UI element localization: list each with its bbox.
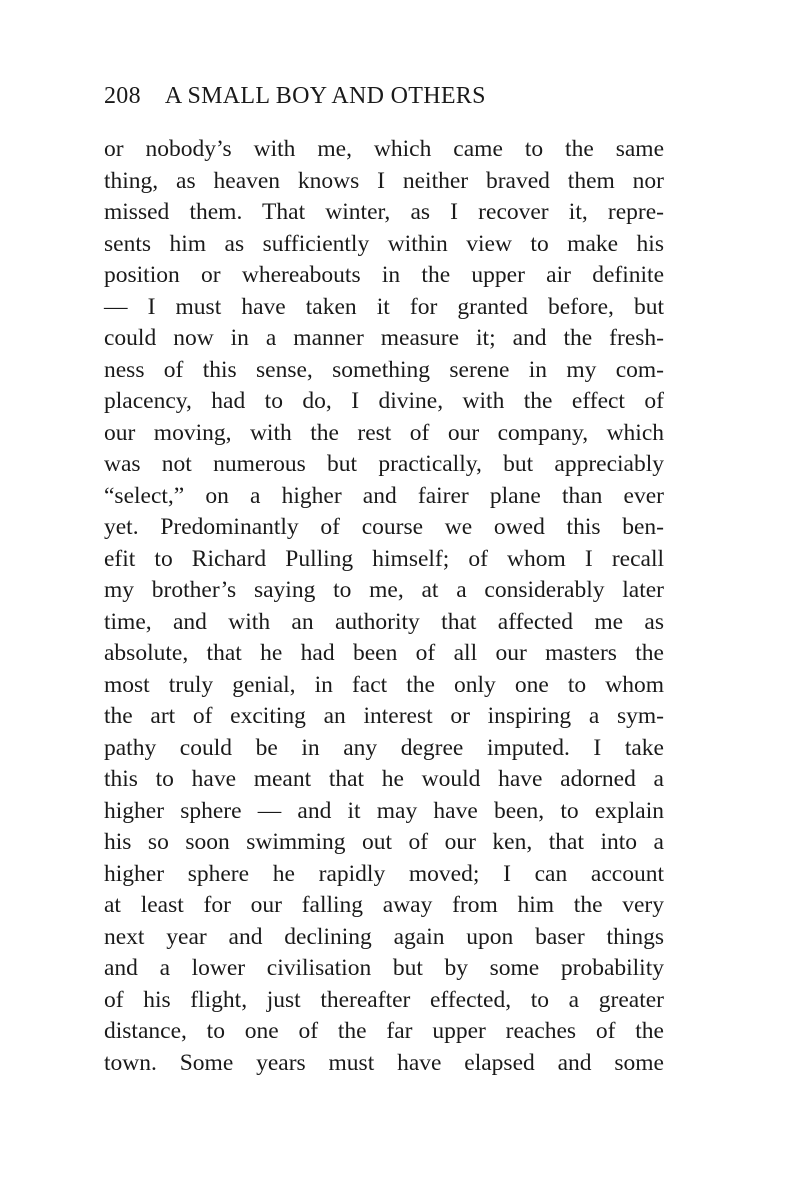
running-title: A SMALL BOY AND OTHERS xyxy=(164,83,486,109)
text-line: town. Some years must have elapsed and some xyxy=(104,1049,664,1076)
text-line: or nobody’s with me, which came to the same xyxy=(104,136,664,162)
text-line: pathy could be in any degree imputed. I take xyxy=(104,734,664,761)
text-line: time, and with an authority that affected me as xyxy=(104,608,664,635)
text-line: our moving, with the rest of our company, which xyxy=(104,419,664,446)
text-line: efit to Richard Pulling himself; of whom I recall xyxy=(104,545,664,572)
text-line: distance, to one of the far upper reaches of the xyxy=(104,1018,664,1044)
text-line: next year and declining again upon baser things xyxy=(104,923,664,950)
text-line: higher sphere he rapidly moved; I can account xyxy=(104,860,664,887)
text-line: thing, as heaven knows I neither braved them nor xyxy=(104,167,664,194)
text-line: could now in a manner measure it; and the fresh- xyxy=(104,325,664,351)
text-line: “select,” on a higher and fairer plane than ever xyxy=(104,482,664,509)
text-line: sents him as sufficiently within view to make his xyxy=(104,230,664,257)
text-line: ness of this sense, something serene in my com- xyxy=(104,356,664,383)
text-line: missed them. That winter, as I recover it, repre- xyxy=(104,199,664,225)
text-line: placency, had to do, I divine, with the effect of xyxy=(104,388,664,414)
book-page xyxy=(104,78,664,1079)
text-line: my brother’s saying to me, at a considerably later xyxy=(104,577,664,603)
text-line: of his flight, just thereafter effected, to a greater xyxy=(104,986,664,1013)
body-text xyxy=(104,134,664,1079)
text-line: this to have meant that he would have adorned a xyxy=(104,766,664,792)
text-line: was not numerous but practically, but appreciably xyxy=(104,451,664,477)
text-line: position or whereabouts in the upper air definite xyxy=(104,262,664,288)
running-header xyxy=(104,78,664,114)
text-line: and a lower civilisation but by some probability xyxy=(104,955,664,981)
text-line: his so soon swimming out of our ken, that into a xyxy=(104,829,664,855)
text-line: the art of exciting an interest or inspiring a sym- xyxy=(104,703,664,729)
text-line: at least for our falling away from him the very xyxy=(104,892,664,918)
text-line: yet. Predominantly of course we owed this ben- xyxy=(104,514,664,540)
text-line: most truly genial, in fact the only one to whom xyxy=(104,671,664,698)
text-line: — I must have taken it for granted before, but xyxy=(104,293,664,320)
text-line: absolute, that he had been of all our masters the xyxy=(104,640,664,666)
text-line: higher sphere — and it may have been, to explain xyxy=(104,797,664,824)
page-number: 208 xyxy=(104,83,141,109)
